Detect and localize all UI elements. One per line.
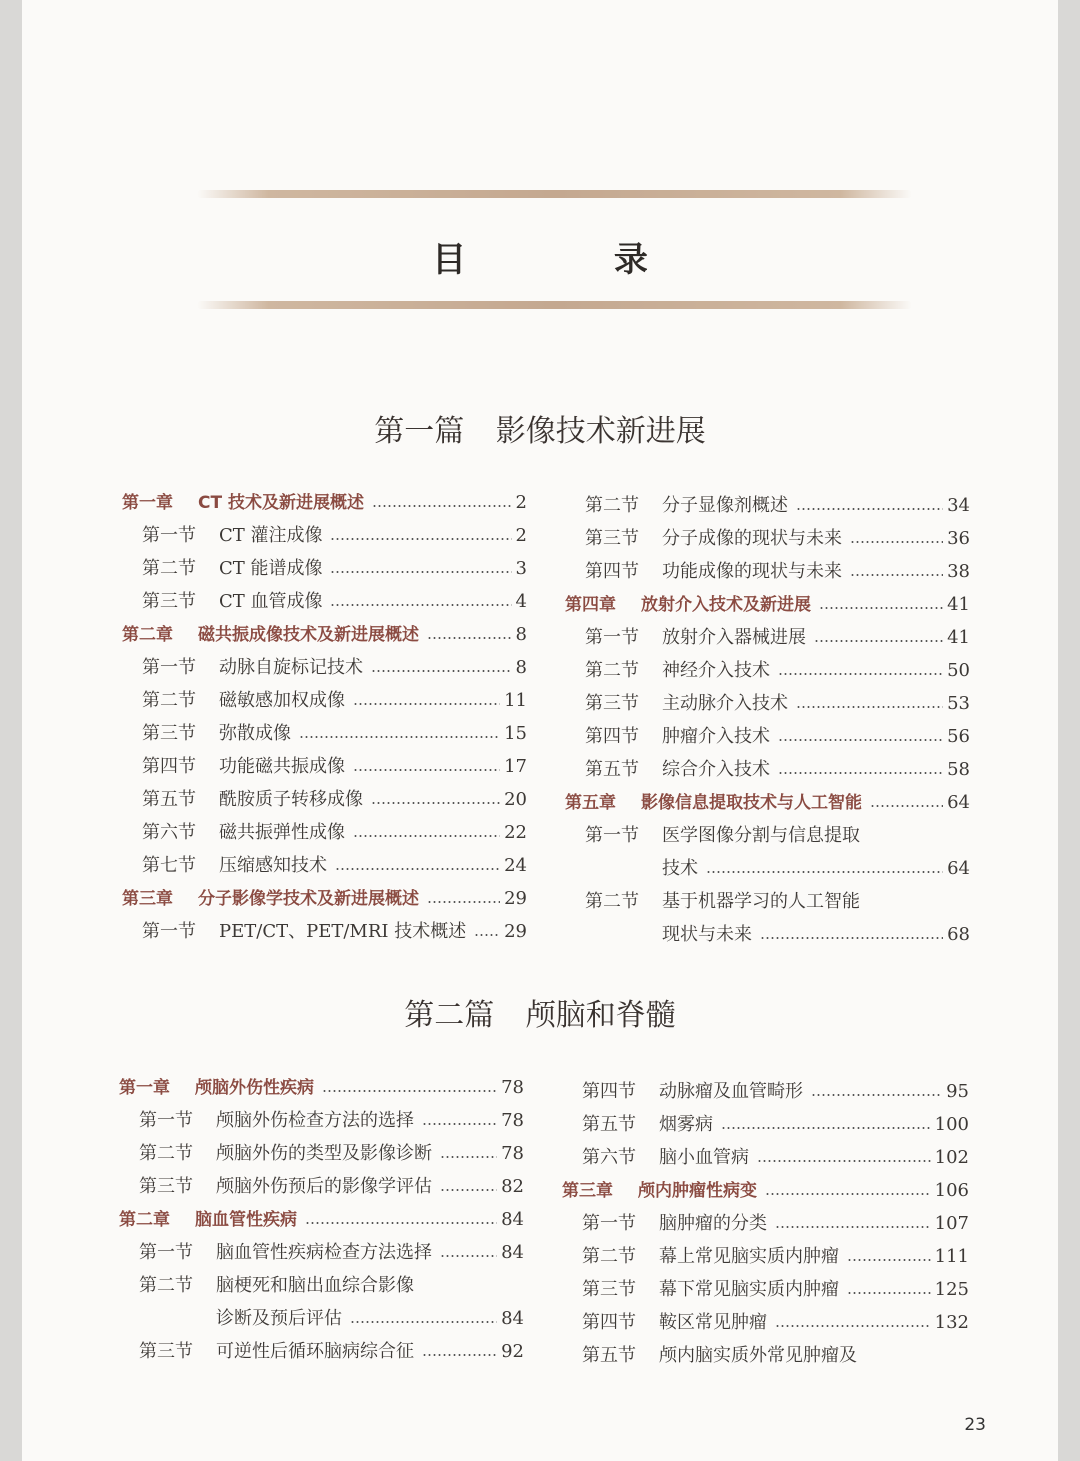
toc-entry-page: 53 [947,693,970,714]
toc-entry-title: 诊断及预后评估 [216,1308,342,1329]
leader-dots [814,640,943,642]
leader-dots [422,1123,497,1125]
toc-section-entry [582,1275,969,1305]
toc-entry-page: 84 [501,1308,524,1329]
toc-entry-page: 20 [504,789,527,810]
toc-section-entry [142,521,527,551]
toc-entry-title: 基于机器学习的人工智能 [662,891,860,912]
toc-section-entry [585,722,970,752]
leader-dots [775,1226,931,1228]
toc-entry-title: 综合介入技术 [662,759,770,780]
toc-entry-page: 34 [947,495,970,516]
toc-entry-label: 第一节 [585,627,639,648]
leader-dots [440,1156,497,1158]
leader-dots [811,1094,942,1096]
toc-entry-page: 78 [501,1110,524,1131]
toc-chapter-entry [122,488,527,518]
toc-entry-label: 第二章 [119,1210,170,1230]
toc-entry-page: 82 [501,1176,524,1197]
toc-entry-title: 颅脑外伤预后的影像学评估 [216,1176,432,1197]
toc-entry-title: 颅脑外伤性疾病 [195,1078,314,1098]
toc-entry-title: 磁共振弹性成像 [219,822,345,843]
toc-entry-label: 第三节 [585,528,639,549]
toc-entry-label: 第一节 [585,825,639,846]
decorative-rule-top [197,190,912,198]
toc-entry-title: 颅脑外伤检查方法的选择 [216,1110,414,1131]
toc-chapter-entry [119,1205,524,1235]
toc-entry-label: 第一节 [139,1242,193,1263]
toc-entry-page: 64 [947,792,970,813]
toc-entry-label: 第二节 [142,690,196,711]
leader-dots [353,703,500,705]
toc-section-entry [582,1077,969,1107]
toc-entry-label: 第四节 [582,1312,636,1333]
decorative-rule-bottom [197,301,912,309]
leader-dots [372,505,512,507]
toc-entry-label: 第三节 [142,723,196,744]
toc-entry-page: 100 [934,1114,969,1135]
toc-section-entry [585,557,970,587]
toc-section-entry [585,854,970,884]
toc-chapter-entry [562,1176,969,1206]
toc-entry-page: 56 [947,726,970,747]
toc-entry-page: 102 [934,1147,969,1168]
toc-entry-label: 第四节 [582,1081,636,1102]
toc-entry-title: 酰胺质子转移成像 [219,789,363,810]
toc-chapter-entry [565,788,970,818]
toc-entry-page: 111 [934,1246,969,1267]
toc-section-entry [139,1271,524,1301]
leader-dots [850,541,943,543]
leader-dots [305,1222,497,1224]
toc-section-entry [142,851,527,881]
toc-section-entry [585,920,970,950]
toc-entry-page: 4 [515,591,527,612]
toc-entry-label: 第四节 [585,726,639,747]
toc-section-entry [582,1209,969,1239]
toc-section-entry [582,1143,969,1173]
toc-entry-page: 68 [947,924,970,945]
leader-dots [775,1325,931,1327]
toc-entry-page: 95 [946,1081,969,1102]
toc-section-entry [585,623,970,653]
toc-entry-title: 颅脑外伤的类型及影像诊断 [216,1143,432,1164]
toc-section-entry [585,755,970,785]
toc-section-entry [585,689,970,719]
toc-section-entry [585,821,970,851]
toc-entry-page: 92 [501,1341,524,1362]
leader-dots [427,901,500,903]
leader-dots [765,1193,931,1195]
leader-dots [440,1255,497,1257]
toc-entry-title: 脑小血管病 [659,1147,749,1168]
toc-entry-page: 50 [947,660,970,681]
toc-entry-page: 17 [504,756,527,777]
toc-section-entry [582,1110,969,1140]
toc-entry-label: 第二章 [122,625,173,645]
toc-section-entry [139,1337,524,1367]
leader-dots [850,574,943,576]
toc-entry-label: 第五节 [582,1114,636,1135]
toc-entry-title: 分子影像学技术及新进展概述 [198,889,419,909]
toc-section-entry [139,1172,524,1202]
toc-entry-page: 41 [947,594,970,615]
leader-dots [778,739,943,741]
toc-entry-page: 2 [515,525,527,546]
part1-title: 第一篇 影像技术新进展 [374,414,706,449]
leader-dots [847,1292,931,1294]
leader-dots [870,805,943,807]
toc-entry-page: 41 [947,627,970,648]
toc-chapter-entry [565,590,970,620]
page-number: 23 [964,1415,986,1435]
leader-dots [353,835,500,837]
toc-entry-page: 24 [504,855,527,876]
toc-section-entry [585,491,970,521]
toc-entry-label: 第六节 [142,822,196,843]
toc-entry-label: 第三章 [562,1181,613,1201]
toc-entry-page: 15 [504,723,527,744]
leader-dots [330,604,511,606]
toc-entry-label: 第一节 [142,525,196,546]
toc-section-entry [142,554,527,584]
leader-dots [350,1321,497,1323]
toc-entry-title: 动脉自旋标记技术 [219,657,363,678]
toc-entry-title: 动脉瘤及血管畸形 [659,1081,803,1102]
toc-entry-title: 放射介入器械进展 [662,627,806,648]
leader-dots [353,769,500,771]
book-page [22,0,1058,1461]
toc-entry-label: 第二节 [139,1143,193,1164]
toc-entry-page: 8 [515,624,527,645]
toc-entry-label: 第五节 [142,789,196,810]
toc-section-entry [139,1139,524,1169]
toc-entry-title: 分子显像剂概述 [662,495,788,516]
toc-entry-title: CT 灌注成像 [219,525,323,546]
toc-entry-title: 主动脉介入技术 [662,693,788,714]
toc-section-entry [142,719,527,749]
toc-entry-title: 烟雾病 [659,1114,713,1135]
toc-section-entry [582,1242,969,1272]
toc-section-entry [139,1238,524,1268]
toc-entry-title: 技术 [662,858,698,879]
leader-dots [819,607,943,609]
toc-entry-title: 放射介入技术及新进展 [641,595,811,615]
toc-entry-label: 第三章 [122,889,173,909]
toc-entry-title: 影像信息提取技术与人工智能 [641,793,862,813]
toc-entry-title: PET/CT、PET/MRI 技术概述 [219,921,467,942]
toc-entry-page: 64 [947,858,970,879]
toc-entry-page: 78 [501,1143,524,1164]
leader-dots [371,802,500,804]
toc-entry-title: 医学图像分割与信息提取 [662,825,860,846]
part2-title: 第二篇 颅脑和脊髓 [404,998,676,1033]
toc-entry-label: 第二节 [142,558,196,579]
toc-entry-page: 106 [934,1180,969,1201]
toc-entry-title: 幕上常见脑实质内肿瘤 [659,1246,839,1267]
toc-entry-page: 132 [934,1312,969,1333]
toc-section-entry [582,1341,969,1371]
toc-section-entry [585,524,970,554]
toc-section-entry [139,1106,524,1136]
toc-entry-label: 第二节 [585,495,639,516]
toc-entry-label: 第一节 [142,657,196,678]
toc-entry-title: 肿瘤介入技术 [662,726,770,747]
toc-entry-page: 58 [947,759,970,780]
toc-entry-title: 分子成像的现状与未来 [662,528,842,549]
toc-entry-title: 功能成像的现状与未来 [662,561,842,582]
toc-entry-page: 8 [515,657,527,678]
toc-section-entry [142,686,527,716]
toc-chapter-entry [122,884,527,914]
toc-entry-title: CT 能谱成像 [219,558,323,579]
leader-dots [757,1160,931,1162]
toc-entry-title: 神经介入技术 [662,660,770,681]
toc-entry-label: 第一节 [139,1110,193,1131]
leader-dots [330,538,511,540]
leader-dots [847,1259,931,1261]
leader-dots [796,706,943,708]
toc-entry-label: 第三节 [582,1279,636,1300]
toc-entry-label: 第四节 [142,756,196,777]
leader-dots [330,571,511,573]
toc-entry-label: 第三节 [139,1341,193,1362]
toc-entry-title: 脑血管性疾病 [195,1210,297,1230]
toc-section-entry [585,656,970,686]
toc-entry-title: 鞍区常见肿瘤 [659,1312,767,1333]
toc-entry-page: 36 [947,528,970,549]
leader-dots [760,937,943,939]
toc-entry-page: 22 [504,822,527,843]
toc-entry-label: 第三节 [585,693,639,714]
toc-section-entry [585,887,970,917]
toc-entry-title: 颅内肿瘤性病变 [638,1181,757,1201]
toc-entry-label: 第一章 [122,493,173,513]
toc-section-entry [142,752,527,782]
leader-dots [778,772,943,774]
leader-dots [721,1127,931,1129]
toc-entry-title: 脑梗死和脑出血综合影像 [216,1275,414,1296]
toc-entry-page: 78 [501,1077,524,1098]
toc-entry-title: 脑血管性疾病检查方法选择 [216,1242,432,1263]
toc-entry-title: 现状与未来 [662,924,752,945]
toc-section-entry [142,587,527,617]
toc-section-entry [139,1304,524,1334]
leader-dots [335,868,500,870]
toc-section-entry [142,653,527,683]
leader-dots [299,736,500,738]
toc-entry-title: 幕下常见脑实质内肿瘤 [659,1279,839,1300]
leader-dots [422,1354,497,1356]
toc-entry-label: 第五章 [565,793,616,813]
toc-section-entry [582,1308,969,1338]
toc-entry-label: 第一节 [142,921,196,942]
toc-entry-title: CT 血管成像 [219,591,323,612]
toc-entry-page: 38 [947,561,970,582]
leader-dots [778,673,943,675]
toc-entry-title: CT 技术及新进展概述 [198,493,364,513]
toc-entry-page: 29 [504,888,527,909]
toc-entry-page: 29 [504,921,527,942]
leader-dots [474,934,500,936]
toc-entry-page: 125 [934,1279,969,1300]
toc-entry-label: 第三节 [142,591,196,612]
toc-entry-label: 第三节 [139,1176,193,1197]
toc-chapter-entry [119,1073,524,1103]
leader-dots [371,670,512,672]
toc-entry-label: 第二节 [585,891,639,912]
toc-entry-label: 第一节 [582,1213,636,1234]
toc-section-entry [142,785,527,815]
toc-entry-page: 84 [501,1242,524,1263]
toc-entry-title: 弥散成像 [219,723,291,744]
toc-entry-title: 可逆性后循环脑病综合征 [216,1341,414,1362]
toc-entry-title: 磁敏感加权成像 [219,690,345,711]
leader-dots [322,1090,497,1092]
toc-entry-label: 第五节 [585,759,639,780]
toc-entry-page: 107 [934,1213,969,1234]
toc-entry-label: 第一章 [119,1078,170,1098]
leader-dots [706,871,943,873]
toc-entry-title: 磁共振成像技术及新进展概述 [198,625,419,645]
toc-entry-page: 3 [515,558,527,579]
leader-dots [440,1189,497,1191]
toc-entry-page: 84 [501,1209,524,1230]
toc-section-entry [142,917,527,947]
toc-entry-label: 第四章 [565,595,616,615]
toc-entry-label: 第二节 [582,1246,636,1267]
toc-entry-label: 第六节 [582,1147,636,1168]
leader-dots [427,637,512,639]
toc-entry-label: 第五节 [582,1345,636,1366]
toc-title: 目 录 [432,240,716,280]
toc-entry-label: 第二节 [585,660,639,681]
toc-entry-label: 第四节 [585,561,639,582]
toc-entry-label: 第七节 [142,855,196,876]
toc-entry-label: 第二节 [139,1275,193,1296]
toc-entry-title: 颅内脑实质外常见肿瘤及 [659,1345,857,1366]
toc-entry-title: 压缩感知技术 [219,855,327,876]
toc-entry-page: 2 [515,492,527,513]
leader-dots [796,508,943,510]
toc-section-entry [142,818,527,848]
toc-chapter-entry [122,620,527,650]
toc-entry-title: 功能磁共振成像 [219,756,345,777]
toc-entry-page: 11 [504,690,527,711]
toc-entry-title: 脑肿瘤的分类 [659,1213,767,1234]
